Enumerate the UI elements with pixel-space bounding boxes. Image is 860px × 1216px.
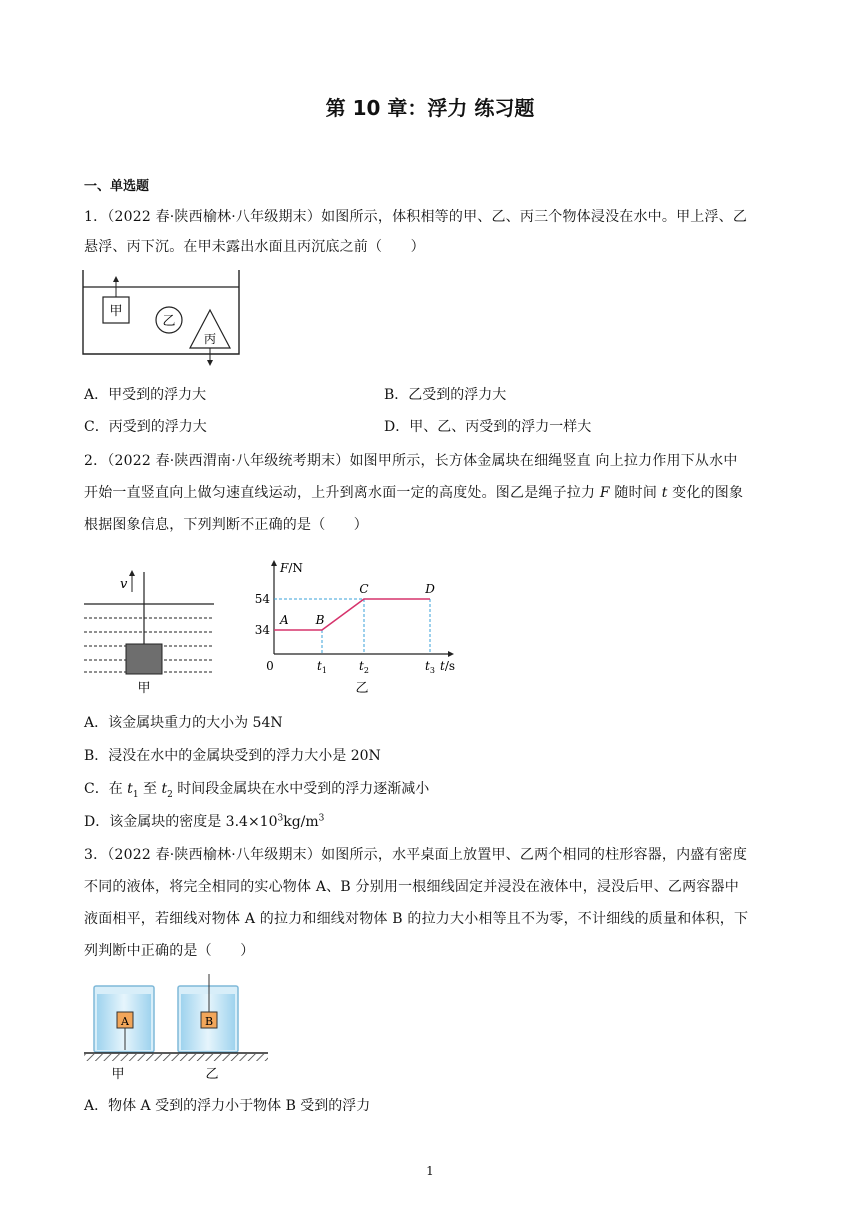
q1-option-d: D．甲、乙、丙受到的浮力一样大 (384, 419, 592, 435)
y-tick-label: 54 (254, 592, 270, 606)
metal-block (126, 644, 162, 674)
q1-label-yi: 乙 (162, 314, 176, 329)
point-label-c: C (359, 582, 369, 596)
object-b-label: B (204, 1015, 214, 1028)
q2-figure-jia (82, 562, 222, 696)
q3-option-a: A．物体 A 受到的浮力小于物体 B 受到的浮力 (84, 1098, 371, 1114)
velocity-label: v (120, 577, 128, 592)
q2c-var-t1: t (127, 781, 133, 797)
x-axis-label: t/s (440, 659, 456, 673)
q2-stem-line2 (84, 482, 743, 502)
origin-label: 0 (266, 659, 274, 673)
q2c-text: C．在 (84, 781, 128, 797)
q2-chart-yi (250, 556, 470, 702)
object-a-label: A (121, 1015, 129, 1028)
y-axis-arrow (271, 560, 277, 566)
q2-option-c (84, 778, 429, 800)
q3-stem-line2: 不同的液体，将完全相同的实心物体 A、B 分别用一根细线固定并浸没在液体中，浸没后甲、乙两容器中 (84, 879, 739, 895)
q2-text: 开始一直竖直向上做匀速直线运动，上升到离水面一定的高度处。图乙是绳子拉力 (84, 485, 600, 501)
point-label-d: D (425, 582, 435, 596)
figure-caption-jia: 甲 (137, 681, 151, 696)
q2-text: 随时间 (609, 485, 662, 501)
q2-stem-line1: 2．（2022 春·陕西渭南·八年级统考期末）如图甲所示，长方体金属块在细绳竖直 向上拉力作用下从水中 (84, 453, 738, 469)
q1-label-bing: 丙 (203, 332, 217, 346)
q2d-sup2: 3 (318, 813, 325, 824)
q2-option-d (84, 811, 324, 831)
x-tick-label: $t_1$ (317, 659, 327, 675)
q1-option-a: A．甲受到的浮力大 (84, 387, 207, 403)
q3-figure (82, 972, 278, 1084)
q2-var-f: F (599, 485, 610, 501)
q2d-sup: 3 (277, 813, 284, 824)
q1-option-c: C．丙受到的浮力大 (84, 419, 207, 435)
point-label-b: B (315, 613, 325, 627)
force-series-line (274, 599, 430, 630)
caption-jia: 甲 (111, 1067, 125, 1082)
q2-var-t: t (661, 485, 668, 501)
q1-option-b: B．乙受到的浮力大 (384, 387, 507, 403)
q3-stem-line1: 3．（2022 春·陕西榆林·八年级期末）如图所示，水平桌面上放置甲、乙两个相同的柱形容器，内盛有密度 (84, 847, 748, 863)
q1-label-jia: 甲 (109, 304, 123, 319)
q2-text: 变化的图象 (667, 485, 744, 501)
page-number: 1 (426, 1164, 434, 1178)
chart-caption: 乙 (355, 681, 369, 696)
q2c-text: 时间段金属块在水中受到的浮力逐渐减小 (172, 781, 430, 797)
q2c-sub1: 1 (132, 789, 139, 800)
q1-stem-line1: 1．（2022 春·陕西榆林·八年级期末）如图所示，体积相等的甲、乙、丙三个物体浸没在水中。甲上浮、乙 (84, 209, 748, 225)
x-tick-label: $t_3$ (425, 659, 435, 675)
y-axis-label: F/N (280, 561, 303, 575)
x-tick-label: $t_2$ (359, 659, 369, 675)
q2c-sub2: 2 (167, 789, 173, 800)
q2c-text: 至 (138, 781, 162, 797)
q3-stem-line4: 列判断中正确的是（ ） (84, 943, 255, 959)
q2-stem-line3: 根据图象信息，下列判断不正确的是（ ） (84, 517, 368, 533)
caption-yi: 乙 (205, 1067, 219, 1082)
section-heading: 一、单选题 (84, 179, 150, 194)
q2d-text: kg/m (283, 814, 319, 830)
x-axis-arrow (448, 651, 454, 657)
q3-stem-line3: 液面相平，若细线对物体 A 的拉力和细线对物体 B 的拉力大小相等且不为零，不计细线的质量和体积，下 (84, 911, 749, 927)
y-tick-label: 34 (254, 623, 270, 637)
q2-option-b: B．浸没在水中的金属块受到的浮力大小是 20N (84, 748, 381, 764)
point-label-a: A (280, 613, 289, 627)
q2d-text: D．该金属块的密度是 3.4×10 (84, 814, 278, 830)
q1-figure (82, 270, 252, 370)
q2-option-a: A．该金属块重力的大小为 54N (84, 715, 283, 731)
page-title: 第 10 章：浮力 练习题 (325, 96, 535, 120)
q2c-var-t2: t (161, 781, 168, 797)
q1-stem-line2: 悬浮、丙下沉。在甲未露出水面且丙沉底之前（ ） (84, 239, 425, 255)
